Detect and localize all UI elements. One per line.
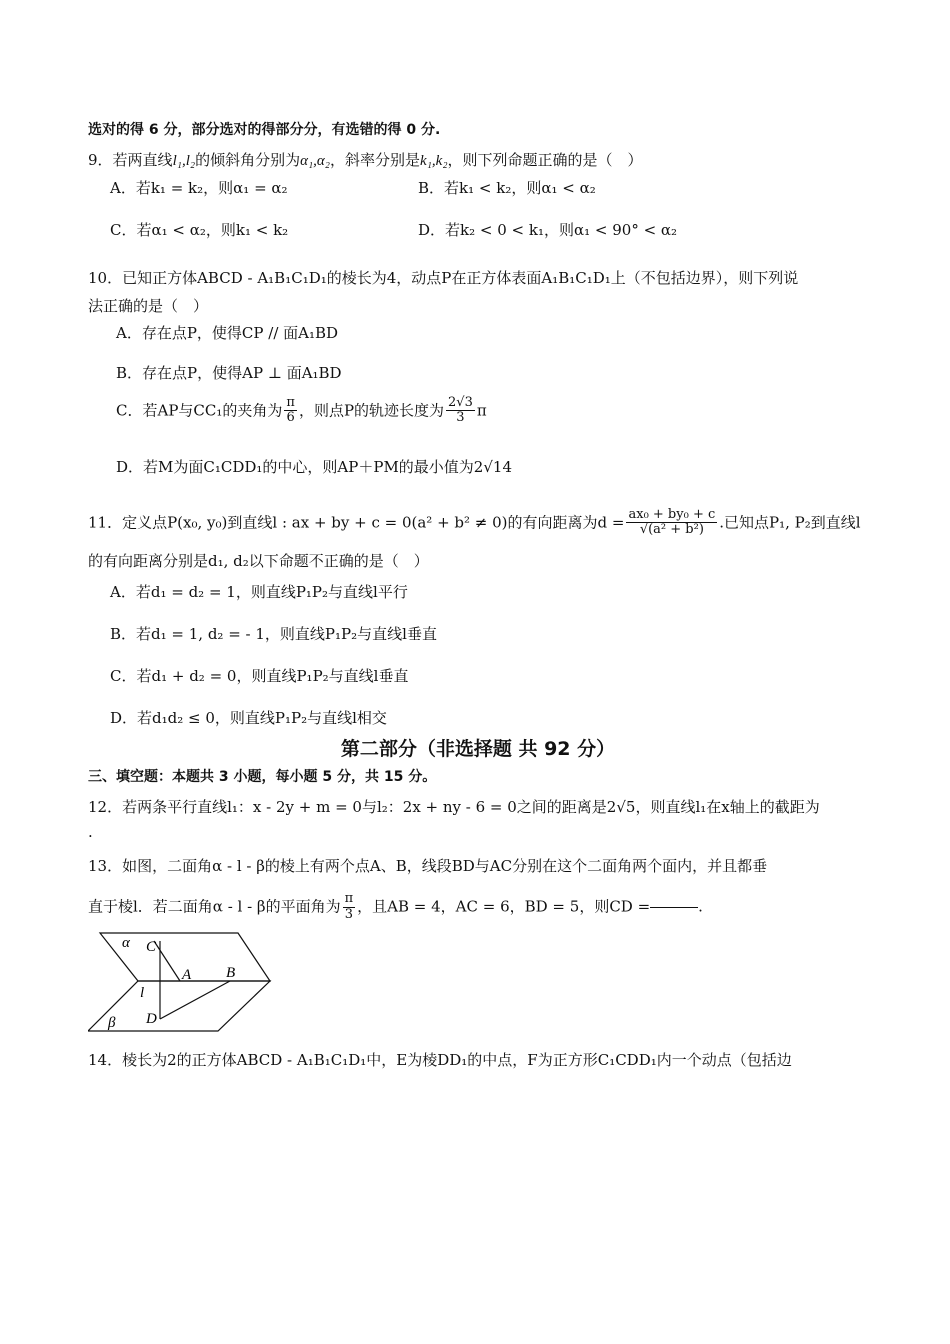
question-10-stem-cont: 法正确的是（ ）	[88, 297, 209, 315]
q9-option-c[interactable]	[110, 219, 288, 240]
q9-stem-c: ，斜率分别是	[330, 151, 421, 169]
question-11-stem	[88, 508, 868, 539]
segment-bd	[160, 981, 230, 1019]
q9-lines: l₁,l₂	[172, 153, 196, 169]
option-text: 若d₁d₂ ≤ 0，则直线P₁P₂与直线l相交	[137, 708, 387, 727]
part-two-title: 第二部分（非选择题 共 92 分）	[340, 737, 616, 760]
option-label: A．	[110, 178, 136, 197]
label-beta: β	[108, 1014, 116, 1031]
option-text: 若d₁ = 1, d₂ = - 1，则直线P₁P₂与直线l垂直	[136, 624, 437, 643]
fraction-denominator: √(a² + b²)	[639, 522, 704, 538]
q11-stem-b: .已知点P₁, P₂到直线l	[719, 512, 861, 531]
question-14	[88, 1049, 868, 1072]
fraction-numerator: π	[286, 394, 295, 410]
option-text: 若M为面C₁CDD₁的中心，则AP＋PM的最小值为2√14	[143, 457, 512, 476]
option-label: D．	[110, 708, 138, 727]
option-label: B．	[418, 178, 445, 197]
fraction-denominator: 3	[456, 410, 465, 426]
question-9-options	[88, 177, 868, 261]
question-12	[88, 796, 868, 819]
question-9-stem	[88, 149, 868, 173]
option-text: 若d₁ + d₂ = 0，则直线P₁P₂与直线l垂直	[136, 666, 409, 685]
option-text: ，则点P的轨迹长度为	[298, 400, 445, 419]
question-13-line1	[88, 855, 868, 878]
option-label: A．	[116, 323, 142, 342]
label-c: C	[146, 938, 157, 955]
fraction-denominator: 3	[344, 906, 354, 922]
question-number: 12．	[88, 798, 123, 817]
option-label: D．	[116, 457, 144, 476]
question-11-options	[88, 581, 868, 745]
q9-stem-a: 若两直线	[112, 151, 173, 169]
q10-stem-line1: 已知正方体ABCD - A₁B₁C₁D₁的棱长为4，动点P在正方体表面A₁B₁C₁D₁上（不包括边界），则下列说	[122, 268, 799, 287]
fill-blank-heading: 三、填空题：本题共 3 小题，每小题 5 分，共 15 分。	[88, 769, 437, 786]
option-label: A．	[110, 582, 136, 601]
q13-line2-a: 直于棱l．若二面角α - l - β的平面角为	[88, 897, 341, 916]
fraction-numerator: 2√3	[448, 394, 473, 410]
q9-stem-d: ，则下列命题正确的是（ ）	[447, 151, 643, 169]
q10-option-a[interactable]	[116, 322, 338, 343]
q14-text: 棱长为2的正方体ABCD - A₁B₁C₁D₁中，E为棱DD₁的中点，F为正方形C₁CDD₁内一个动点（包括边	[122, 1050, 792, 1069]
q11-option-c[interactable]	[110, 665, 408, 686]
option-text: 存在点P，使得CP // 面A₁BD	[141, 323, 339, 342]
option-text: 存在点P，使得AP ⊥ 面A₁BD	[142, 363, 342, 382]
option-text: 若k₁ = k₂，则α₁ = α₂	[135, 178, 288, 197]
question-10-stem	[88, 267, 868, 290]
option-text: 若k₂ < 0 < k₁，则α₁ < 90° < α₂	[445, 220, 678, 239]
segment-ca	[154, 941, 180, 981]
fraction	[446, 396, 475, 427]
fraction-denominator: 6	[286, 410, 295, 426]
q11-option-a[interactable]	[110, 581, 408, 602]
label-d: D	[146, 1010, 157, 1027]
q9-option-b[interactable]	[418, 177, 596, 198]
q13-line2-c: .	[698, 897, 703, 916]
section-intro: 选对的得 6 分，部分选对的得部分分，有选错的得 0 分.	[88, 122, 441, 138]
fraction-numerator: ax₀ + by₀ + c	[628, 506, 716, 522]
question-number: 11．	[88, 512, 123, 531]
option-text: 若d₁ = d₂ = 1，则直线P₁P₂与直线l平行	[135, 582, 408, 601]
option-text: 若AP与CC₁的夹角为	[142, 400, 283, 419]
fraction	[284, 396, 297, 427]
q11-option-b[interactable]	[110, 623, 437, 644]
q9-option-d[interactable]	[418, 219, 677, 240]
question-number: 13．	[88, 857, 123, 876]
label-b: B	[226, 964, 236, 981]
q9-option-a[interactable]	[110, 177, 288, 198]
question-number: 14．	[88, 1050, 123, 1069]
q12-text: 若两条平行直线l₁：x - 2y + m = 0与l₂：2x + ny - 6 = 0之间的距离是2√5，则直线l₁在x轴上的截距为	[122, 798, 820, 817]
question-13-line2	[88, 892, 868, 923]
label-a: A	[182, 966, 192, 983]
option-label: C．	[110, 220, 137, 239]
option-label: B．	[110, 624, 137, 643]
label-l: l	[140, 984, 145, 1001]
answer-blank[interactable]	[650, 907, 698, 908]
question-number: 10．	[88, 268, 123, 287]
option-label: C．	[110, 666, 137, 685]
q9-angles: α₁,α₂	[300, 153, 331, 169]
q11-stem-a: 定义点P(x₀, y₀)到直线l : ax + by + c = 0(a² + b² ≠ 0)的有向距离为d =	[122, 512, 625, 531]
fraction-numerator: π	[344, 890, 354, 906]
question-11-stem-cont: 的有向距离分别是d₁, d₂以下命题不正确的是（ ）	[88, 552, 429, 571]
option-text: 若α₁ < α₂，则k₁ < k₂	[136, 220, 289, 239]
q11-option-d[interactable]	[110, 707, 387, 728]
q13-line2-b: ，且AB = 4，AC = 6，BD = 5，则CD =	[357, 897, 651, 916]
fraction	[626, 508, 717, 539]
document-page	[88, 118, 868, 1069]
option-text: π	[476, 400, 487, 419]
q10-option-b[interactable]	[116, 362, 342, 383]
option-label: D．	[418, 220, 446, 239]
question-12-tail: .	[88, 822, 93, 841]
option-text: 若k₁ < k₂，则α₁ < α₂	[444, 178, 596, 197]
option-label: C．	[116, 400, 143, 419]
q10-option-c[interactable]	[116, 396, 487, 427]
label-alpha: α	[122, 934, 130, 951]
q13-line1: 如图，二面角α - l - β的棱上有两个点A、B，线段BD与AC分别在这个二面角两个面内，并且都垂	[122, 857, 768, 876]
q10-option-d[interactable]	[116, 456, 512, 477]
dihedral-angle-figure	[88, 931, 278, 1037]
q9-slopes: k₁,k₂	[420, 153, 448, 169]
q9-stem-b: 的倾斜角分别为	[195, 151, 301, 169]
question-number: 9．	[88, 151, 113, 169]
question-10-options	[88, 322, 868, 498]
option-label: B．	[116, 363, 143, 382]
fraction	[343, 892, 356, 923]
